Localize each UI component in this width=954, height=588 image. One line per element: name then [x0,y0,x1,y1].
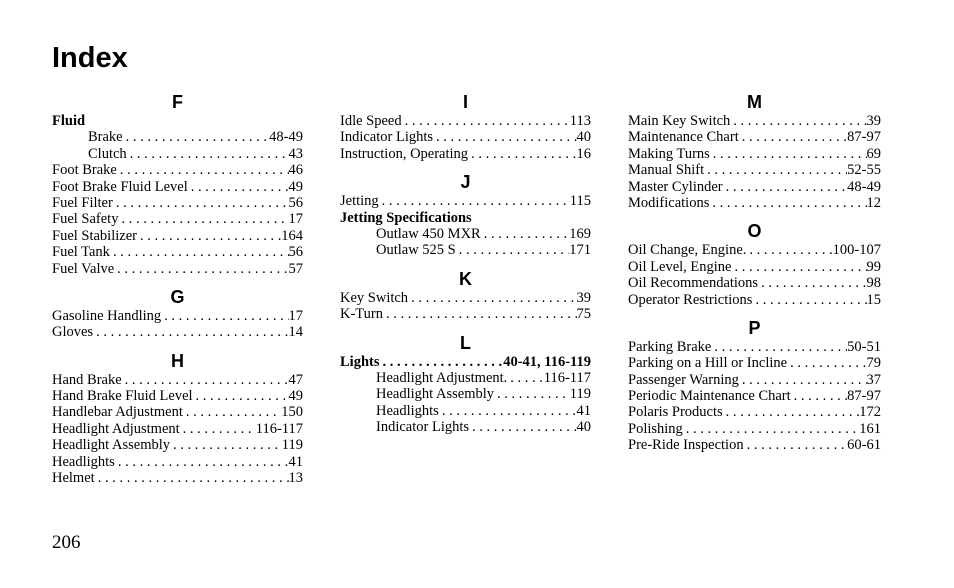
entry-label: Headlights [376,402,439,419]
entry-label: Indicator Lights [376,419,470,436]
entry-label: Polishing [628,420,683,437]
dot-leader [752,292,866,308]
entry-page-ref: 17 [288,211,303,228]
entry-page-ref: 39 [866,113,881,129]
index-entry [628,292,881,308]
index-entry [628,146,881,162]
index-heading [340,210,591,226]
entry-label: Polaris Products [628,404,723,421]
page-title: Index [52,42,128,74]
index-entry [52,324,303,340]
entry-label: Headlight Adjustment. [376,369,508,386]
entry-page-ref: 41 [288,453,303,470]
index-section-m [628,92,881,211]
index-entry [340,226,591,242]
index-entry [628,388,881,404]
entry-label: Headlights [52,453,115,470]
entry-label: Passenger Warning [628,371,739,388]
page-number: 206 [52,532,81,553]
index-entry [340,386,591,402]
entry-label: Oil Change, Engine. [628,242,747,259]
dot-leader [469,419,576,435]
index-entry [52,211,303,227]
entry-label: Maintenance Chart [628,129,739,146]
section-letter: H [171,350,184,371]
index-column-1 [52,92,303,486]
section-gap [52,277,303,287]
entry-page-ref: 50-51 [847,338,881,355]
section-letter: P [748,317,761,338]
index-entry [52,261,303,277]
entry-label: Key Switch [340,289,409,306]
section-letter: J [460,172,471,193]
entry-page-ref: 113 [569,113,591,129]
entry-page-ref: 40 [576,129,591,146]
entry-label: Clutch [88,145,127,162]
entry-page-ref: 40-41, 116-119 [503,353,591,370]
dot-leader [170,437,282,453]
index-entry [340,354,591,370]
dot-leader [494,386,570,402]
section-letter: K [459,268,472,289]
entry-page-ref: 161 [859,420,881,437]
index-section-p [628,318,881,454]
entry-label: Modifications [628,194,710,211]
index-entry [52,244,303,260]
entry-page-ref: 47 [288,371,303,388]
entry-page-ref: 60-61 [847,437,881,454]
entry-label: Headlight Assembly [52,437,171,454]
dot-leader [113,195,289,211]
index-column-3 [628,92,881,454]
index-entry [52,228,303,244]
entry-label: Operator Restrictions [628,291,753,308]
dot-leader [731,259,866,275]
dot-leader [787,355,866,371]
dot-leader [117,162,289,178]
entry-label: K-Turn [340,306,383,323]
dot-leader [110,244,289,260]
dot-leader [723,404,860,420]
section-gap [340,162,591,172]
entry-label: Fuel Filter [52,194,113,211]
entry-label: Manual Shift [628,162,705,179]
entry-label: Fuel Tank [52,244,110,261]
index-section-h [52,351,303,487]
entry-page-ref: 37 [866,371,881,388]
entry-page-ref: 100-107 [832,242,881,259]
entry-label: Oil Recommendations [628,275,759,292]
dot-leader [383,306,577,322]
dot-leader [709,195,866,211]
index-section-k [340,269,591,323]
index-entry [52,129,303,145]
dot-leader [758,275,866,291]
index-entry [628,113,881,129]
index-column-2 [340,92,591,435]
dot-leader [683,421,859,437]
entry-label: Gloves [52,324,94,341]
section-letter: I [462,92,468,112]
entry-page-ref: 116-117 [543,369,591,386]
index-entry [52,146,303,162]
index-entry [628,162,881,178]
index-section-l [340,333,591,436]
entry-page-ref: 46 [288,162,303,179]
entry-label: Headlight Adjustment [52,420,180,437]
dot-leader [188,179,289,195]
entry-label: Headlight Assembly [376,386,495,403]
entry-page-ref: 48-49 [847,178,881,195]
section-letter: F [172,92,183,112]
dot-leader [115,454,289,470]
entry-label: Hand Brake [52,371,122,388]
dot-leader [711,339,847,355]
index-entry [52,162,303,178]
entry-page-ref: 49 [288,178,303,195]
section-letter: G [170,286,185,307]
index-entry [52,404,303,420]
entry-page-ref: 119 [569,386,591,403]
entry-page-ref: 87-97 [847,388,881,405]
section-letter: M [747,92,762,112]
entry-label: Outlaw 525 S [376,242,456,259]
dot-leader [161,308,288,324]
entry-label: Indicator Lights [340,129,434,146]
dot-leader [468,146,576,162]
index-entry [52,388,303,404]
entry-label: Handlebar Adjustment [52,404,183,421]
index-section-g [52,287,303,341]
dot-leader [180,421,256,437]
entry-label: Parking Brake [628,338,712,355]
entry-label: Foot Brake Fluid Level [52,178,188,195]
index-entry [340,290,591,306]
entry-page-ref: 41 [576,402,591,419]
entry-label: Fluid [52,113,86,129]
entry-page-ref: 15 [866,291,881,308]
entry-page-ref: 172 [859,404,881,421]
dot-leader [710,146,867,162]
entry-page-ref: 150 [281,404,303,421]
index-entry [628,275,881,291]
index-entry [340,242,591,258]
index-entry [628,242,881,258]
entry-page-ref: 52-55 [847,162,881,179]
index-section-i [340,92,591,162]
entry-label: Jetting Specifications [340,209,472,226]
index-entry [52,437,303,453]
index-entry [628,129,881,145]
dot-leader [746,242,832,258]
index-section-o [628,221,881,308]
entry-page-ref: 119 [281,437,303,454]
index-entry [52,421,303,437]
index-entry [52,195,303,211]
index-entry [340,403,591,419]
entry-page-ref: 49 [288,388,303,405]
entry-page-ref: 13 [288,470,303,487]
dot-leader [739,372,867,388]
entry-page-ref: 12 [866,194,881,211]
entry-label: Brake [88,129,123,146]
dot-leader [93,324,288,340]
section-gap [340,259,591,269]
entry-page-ref: 87-97 [847,129,881,146]
entry-page-ref: 171 [569,242,591,259]
dot-leader [95,470,289,486]
entry-page-ref: 169 [569,225,591,242]
index-entry [628,404,881,420]
entry-label: Main Key Switch [628,113,731,129]
section-gap [340,323,591,333]
index-entry [340,306,591,322]
entry-label: Making Turns [628,145,710,162]
index-entry [52,308,303,324]
dot-leader [439,403,577,419]
index-entry [628,421,881,437]
entry-page-ref: 48-49 [269,129,303,146]
dot-leader [122,372,289,388]
dot-leader [723,179,848,195]
index-entry [340,193,591,209]
entry-page-ref: 116-117 [255,420,303,437]
dot-leader [704,162,847,178]
entry-page-ref: 75 [576,306,591,323]
entry-label: Master Cylinder [628,178,723,195]
index-entry [628,437,881,453]
dot-leader [730,113,866,129]
section-letter: L [460,332,471,353]
entry-label: Outlaw 450 MXR [376,225,481,242]
dot-leader [739,129,847,145]
dot-leader [379,193,570,209]
entry-page-ref: 99 [866,258,881,275]
index-entry [628,259,881,275]
entry-page-ref: 164 [281,227,303,244]
index-entry [628,355,881,371]
entry-label: Gasoline Handling [52,307,162,324]
entry-page-ref: 14 [288,324,303,341]
dot-leader [744,437,848,453]
index-entry [628,179,881,195]
entry-label: Hand Brake Fluid Level [52,388,193,405]
entry-label: Periodic Maintenance Chart [628,388,791,405]
entry-page-ref: 43 [288,145,303,162]
index-entry [340,129,591,145]
dot-leader [127,146,289,162]
index-entry [628,372,881,388]
entry-label: Lights [340,353,380,370]
dot-leader [183,404,281,420]
index-section-f [52,92,303,277]
dot-leader [456,242,570,258]
dot-leader [408,290,576,306]
index-entry [52,372,303,388]
index-entry [52,179,303,195]
entry-page-ref: 56 [288,244,303,261]
dot-leader [137,228,281,244]
entry-label: Fuel Safety [52,211,119,228]
dot-leader [114,261,288,277]
index-heading [52,113,303,129]
entry-label: Instruction, Operating [340,145,469,162]
entry-label: Fuel Stabilizer [52,227,137,244]
entry-page-ref: 98 [866,275,881,292]
index-entry [340,419,591,435]
dot-leader [402,113,570,129]
entry-page-ref: 16 [576,145,591,162]
entry-page-ref: 115 [569,193,591,210]
entry-label: Pre-Ride Inspection [628,437,744,454]
index-entry [340,370,591,386]
entry-label: Oil Level, Engine [628,258,732,275]
section-letter: O [747,221,762,242]
index-entry [628,195,881,211]
entry-label: Jetting [340,193,379,210]
dot-leader [118,211,288,227]
entry-label: Foot Brake [52,162,117,179]
index-entry [628,339,881,355]
entry-page-ref: 56 [288,194,303,211]
entry-page-ref: 57 [288,260,303,277]
index-entry [340,146,591,162]
entry-label: Helmet [52,470,95,487]
dot-leader [193,388,289,404]
section-gap [52,341,303,351]
entry-label: Parking on a Hill or Incline [628,355,788,372]
entry-page-ref: 17 [288,307,303,324]
dot-leader [481,226,570,242]
index-entry [52,470,303,486]
section-gap [628,211,881,221]
entry-page-ref: 79 [866,355,881,372]
section-gap [628,308,881,318]
entry-label: Idle Speed [340,113,402,129]
dot-leader [507,370,543,386]
entry-page-ref: 40 [576,419,591,436]
dot-leader [123,129,270,145]
entry-page-ref: 69 [866,145,881,162]
index-entry [52,454,303,470]
dot-leader [380,354,504,370]
dot-leader [791,388,847,404]
index-section-j [340,172,591,259]
dot-leader [433,129,576,145]
entry-page-ref: 39 [576,289,591,306]
index-entry [340,113,591,129]
entry-label: Fuel Valve [52,260,115,277]
